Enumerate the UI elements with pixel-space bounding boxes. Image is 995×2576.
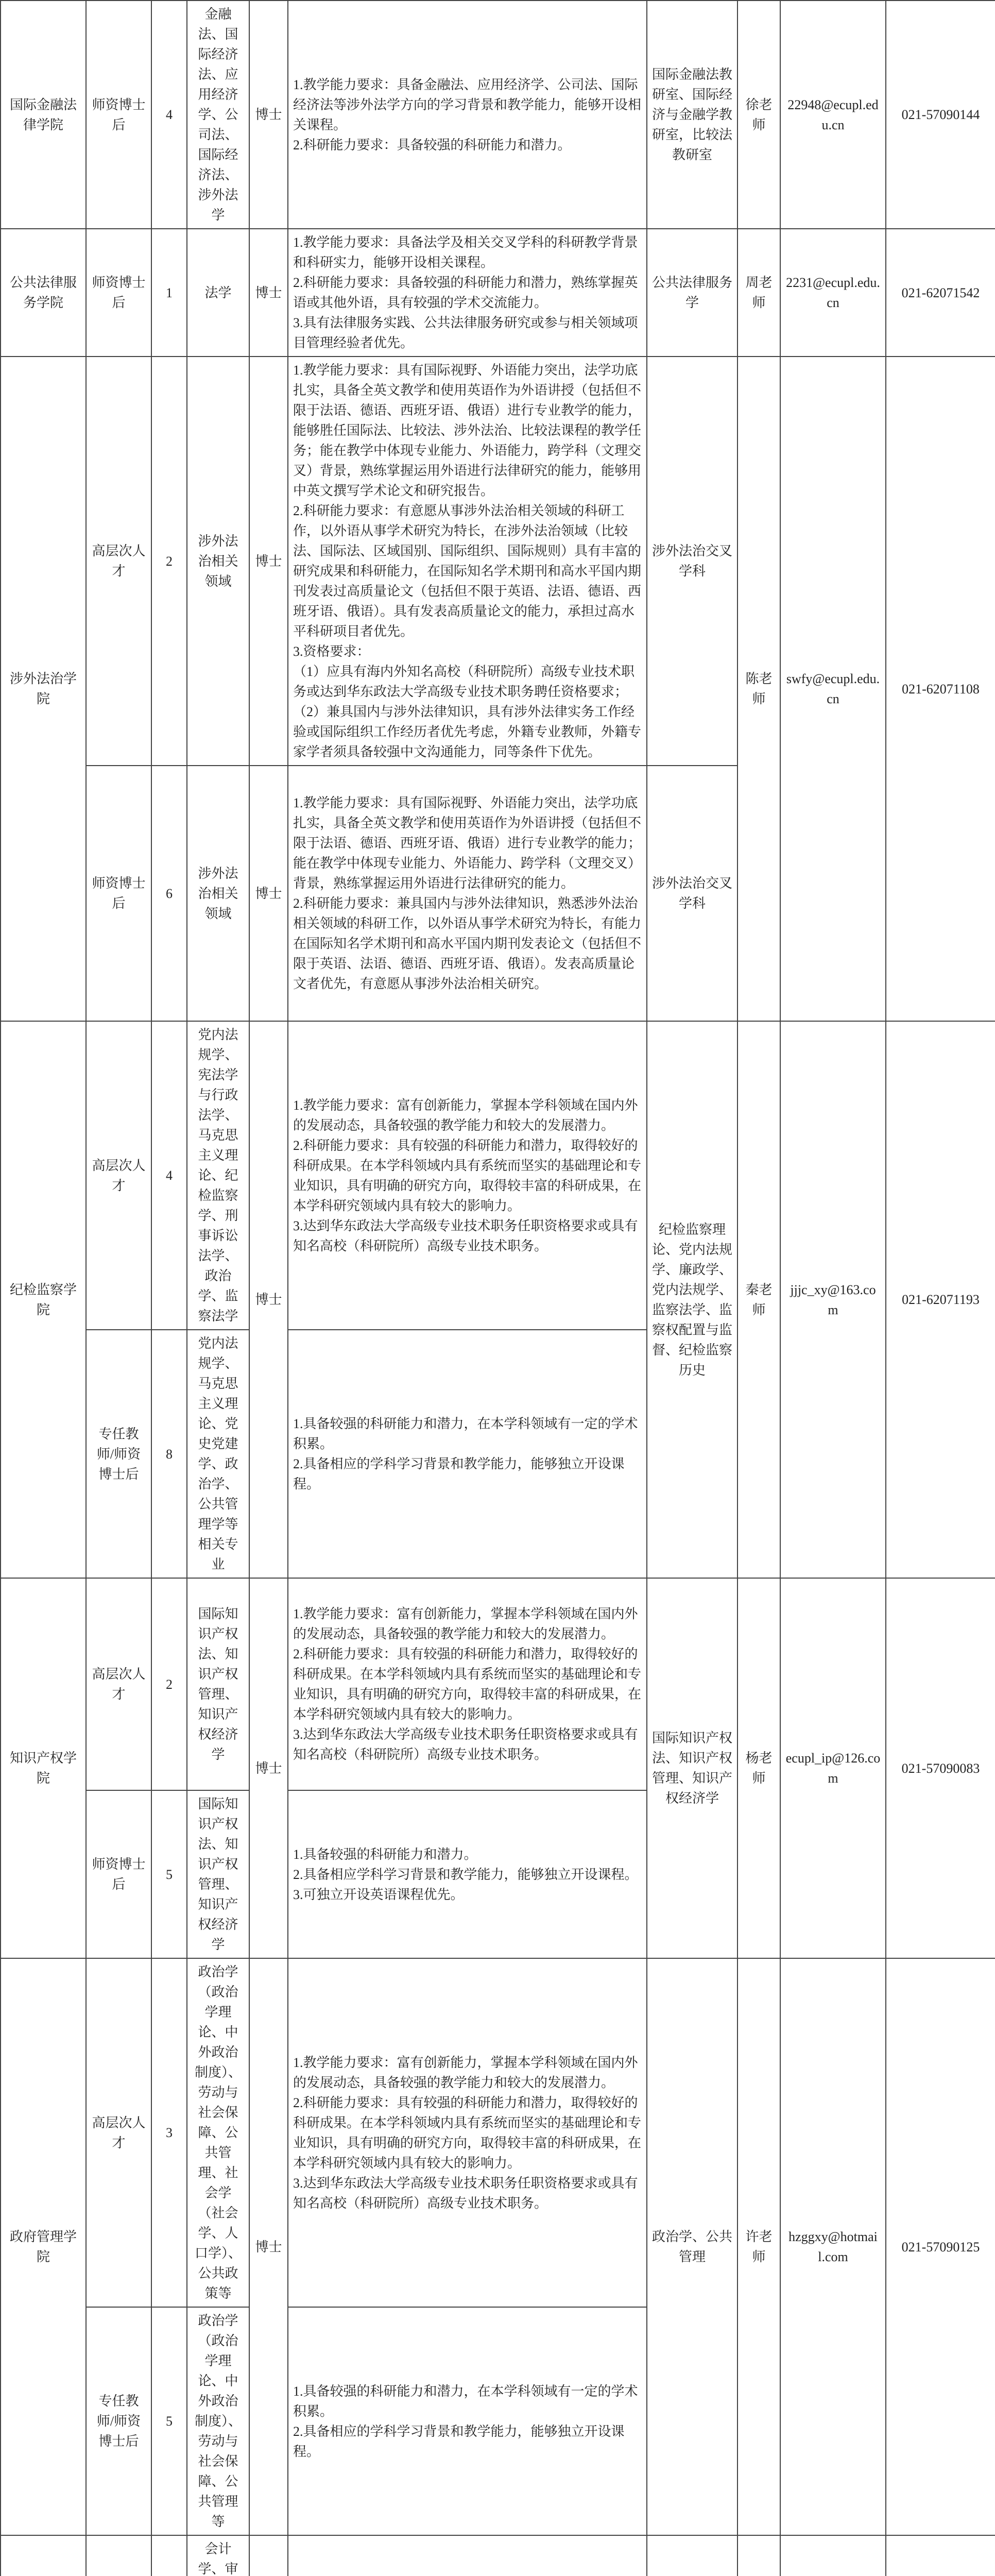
phone-cell: 021-57090144 — [886, 1, 995, 229]
degree-cell: 博士 — [249, 1578, 288, 1958]
team-cell: 政治学、公共管理 — [647, 1958, 737, 2535]
table-row — [1, 1021, 995, 1330]
email-cell: hzggxy@hotmail.com — [780, 1958, 886, 2535]
headcount-cell: 2 — [151, 1578, 187, 1790]
headcount-cell: 5 — [151, 1790, 187, 1958]
degree-cell: 博士 — [249, 357, 288, 766]
requirements-cell — [288, 1958, 647, 2307]
requirement-line: 2.科研能力要求：具备较强的科研能力和潜力。 — [293, 137, 571, 152]
requirement-line: 2.具备相应的学科学习背景和教学能力，能够独立开设课程。 — [293, 2424, 625, 2459]
phone-cell — [886, 2535, 995, 2576]
post-type-cell: 专任教师/师资博士后 — [86, 2307, 151, 2535]
major-cell: 党内法规学、宪法学与行政法学、马克思主义理论、纪检监察学、刑事诉讼法学、政治学、监察法学 — [187, 1021, 249, 1330]
contact-cell: 徐老师 — [737, 1, 780, 229]
major-cell: 金融法、国际经济法、应用经济学、公司法、国际经济法、涉外法学 — [187, 1, 249, 229]
headcount-cell: 6 — [151, 766, 187, 1021]
email-cell — [780, 2535, 886, 2576]
team-cell: 公共法律服务学 — [647, 229, 737, 357]
requirement-line: 1.教学能力要求：具有国际视野、外语能力突出，法学功底扎实，具备全英文教学和使用英语作为外语讲授（包括但不限于法语、德语、西班牙语、俄语）进行专业教学的能力，能够胜任国际法、比较法、涉外法治、比较法课程的教学任务；能在教学中体现专业能力、外语能力，跨学科（文理交叉）背景，熟练掌握运用外语进行法律研究的能力，能够用中英文撰写学术论文和研究报告。 — [293, 363, 642, 498]
table-row — [1, 357, 995, 766]
contact-cell: 陈老师 — [737, 357, 780, 1021]
college-cell: 公共法律服务学院 — [1, 229, 86, 357]
major-cell: 涉外法治相关领域 — [187, 357, 249, 766]
requirement-line: 1.教学能力要求：富有创新能力，掌握本学科领域在国内外的发展动态，具备较强的教学能力和较大的发展潜力。 — [293, 1606, 638, 1641]
requirements-cell — [288, 1790, 647, 1958]
post-type-cell: 师资博士后 — [86, 766, 151, 1021]
requirement-line: 1.教学能力要求：富有创新能力，掌握本学科领域在国内外的发展动态，具备较强的教学能力和较大的发展潜力。 — [293, 1097, 638, 1133]
requirement-line: 2.科研能力要求：兼具国内与涉外法律知识，熟悉涉外法治相关领域的科研工作，以外语从事学术研究为特长，有能力在国际知名学术期刊和高水平国内期刊发表论文（包括但不限于英语、法语、德语、西班牙语、俄语）。发表高质量论文者优先，有意愿从事涉外法治相关研究。 — [293, 896, 642, 991]
degree-cell: 博士 — [249, 1021, 288, 1578]
post-type-cell — [86, 2535, 151, 2576]
table-row — [1, 2535, 995, 2576]
phone-cell: 021-57090083 — [886, 1578, 995, 1958]
email-cell: 2231@ecupl.edu.cn — [780, 229, 886, 357]
requirement-line: 2.具备相应学科学习背景和教学能力，能够独立开设课程。 — [293, 1867, 638, 1882]
requirement-line: 2.科研能力要求：具有较强的科研能力和潜力，取得较好的科研成果。在本学科领域内具有系统而坚实的基础理论和专业知识，具有明确的研究方向，取得较丰富的科研成果，在本学科研究领域内具有较大的影响力。 — [293, 1138, 642, 1213]
major-cell: 国际知识产权法、知识产权管理、知识产权经济学 — [187, 1578, 249, 1790]
major-cell: 政治学（政治学理论、中外政治制度）、劳动与社会保障、公共管理、社会学（社会学、人口学）、公共政策等 — [187, 1958, 249, 2307]
degree-cell: 博士 — [249, 766, 288, 1021]
requirements-cell — [288, 229, 647, 357]
team-cell: 纪检监察理论、党内法规学、廉政学、党内法规学、监察法学、监察权配置与监督、纪检监察历史 — [647, 1021, 737, 1578]
contact-cell: 许老师 — [737, 1958, 780, 2535]
email-cell: swfy@ecupl.edu.cn — [780, 357, 886, 1021]
requirement-line: 1.教学能力要求：具备法学及相关交叉学科的科研教学背景和科研实力，能够开设相关课程。 — [293, 235, 638, 270]
email-cell: jjjc_xy@163.com — [780, 1021, 886, 1578]
team-cell: 涉外法治交叉学科 — [647, 766, 737, 1021]
requirement-line: 3.具有法律服务实践、公共法律服务研究或参与相关领域项目管理经验者优先。 — [293, 315, 638, 350]
requirement-line: 3.达到华东政法大学高级专业技术职务任职资格要求或具有知名高校（科研院所）高级专业技术职务。 — [293, 1727, 638, 1762]
requirement-line: 1.教学能力要求：具备金融法、应用经济学、公司法、国际经济法等涉外法学方向的学习背景和教学能力，能够开设相关课程。 — [293, 77, 642, 132]
major-cell: 政治学（政治学理论、中外政治制度）、劳动与社会保障、公共管理等 — [187, 2307, 249, 2535]
requirement-line: （2）兼具国内与涉外法律知识，具有涉外法律实务工作经验或国际组织工作经历者优先考虑，外籍专业教师，外籍专家学者须具备较强中文沟通能力，同等条件下优先。 — [293, 704, 642, 759]
post-type-cell: 专任教师/师资博士后 — [86, 1330, 151, 1578]
college-cell: 政府管理学院 — [1, 1958, 86, 2535]
headcount-cell: 2 — [151, 357, 187, 766]
table-body — [1, 1, 995, 2576]
post-type-cell: 高层次人才 — [86, 1021, 151, 1330]
college-cell — [1, 2535, 86, 2576]
headcount-cell: 8 — [151, 1330, 187, 1578]
phone-cell: 021-62071108 — [886, 357, 995, 1021]
team-cell — [647, 2535, 737, 2576]
phone-cell: 021-57090125 — [886, 1958, 995, 2535]
requirement-line: （1）应具有海内外知名高校（科研院所）高级专业技术职务或达到华东政法大学高级专业技术职务聘任资格要求； — [293, 664, 635, 699]
headcount-cell: 1 — [151, 229, 187, 357]
contact-cell: 周老师 — [737, 229, 780, 357]
table-row — [1, 1578, 995, 1790]
requirement-line: 1.教学能力要求：具有国际视野、外语能力突出，法学功底扎实，具备全英文教学和使用英语作为外语讲授（包括但不限于法语、德语、西班牙语、俄语）进行专业教学的能力；能在教学中体现专业能力、外语能力、跨学科（文理交叉）背景，熟练掌握运用外语进行法律研究的能力。 — [293, 795, 642, 891]
major-cell: 法学 — [187, 229, 249, 357]
post-type-cell: 师资博士后 — [86, 1790, 151, 1958]
requirement-line: 3.资格要求： — [293, 644, 370, 659]
major-cell: 国际知识产权法、知识产权管理、知识产权经济学 — [187, 1790, 249, 1958]
major-cell: 涉外法治相关领域 — [187, 766, 249, 1021]
post-type-cell: 师资博士后 — [86, 1, 151, 229]
contact-cell: 秦老师 — [737, 1021, 780, 1578]
requirement-line: 3.可独立开设英语课程优先。 — [293, 1887, 464, 1902]
major-cell: 会计学、审 — [187, 2535, 249, 2576]
email-cell: 22948@ecupl.edu.cn — [780, 1, 886, 229]
team-cell: 国际金融法教研室、国际经济与金融学教研室，比较法教研室 — [647, 1, 737, 229]
headcount-cell: 5 — [151, 2307, 187, 2535]
major-cell: 党内法规学、马克思主义理论、党史党建学、政治学、公共管理学等相关专业 — [187, 1330, 249, 1578]
requirement-line: 3.达到华东政法大学高级专业技术职务任职资格要求或具有知名高校（科研院所）高级专业技术职务。 — [293, 1218, 638, 1253]
requirement-line: 2.科研能力要求：具有较强的科研能力和潜力，取得较好的科研成果。在本学科领域内具有系统而坚实的基础理论和专业知识，具有明确的研究方向，取得较丰富的科研成果，在本学科研究领域内具有较大的影响力。 — [293, 2095, 642, 2171]
requirement-line: 2.科研能力要求：有意愿从事涉外法治相关领域的科研工作，以外语从事学术研究为特长，在涉外法治领域（比较法、国际法、区域国别、国际组织、国际规则）具有丰富的研究成果和科研能力，在国际知名学术期刊和高水平国内期刊发表过高质量论文（包括但不限于英语、法语、德语、西班牙语、俄语）。具有发表高质量论文的能力，承担过高水平科研项目者优先。 — [293, 503, 642, 639]
degree-cell: 博士 — [249, 229, 288, 357]
college-cell: 纪检监察学院 — [1, 1021, 86, 1578]
table-row — [1, 229, 995, 357]
requirement-line: 1.具备较强的科研能力和潜力。 — [293, 1846, 477, 1862]
requirement-line: 1.教学能力要求：富有创新能力，掌握本学科领域在国内外的发展动态，具备较强的教学能力和较大的发展潜力。 — [293, 2055, 638, 2090]
headcount-cell — [151, 2535, 187, 2576]
post-type-cell: 高层次人才 — [86, 1578, 151, 1790]
requirements-cell — [288, 357, 647, 766]
requirement-line: 3.达到华东政法大学高级专业技术职务任职资格要求或具有知名高校（科研院所）高级专业技术职务。 — [293, 2175, 638, 2211]
requirements-cell — [288, 1, 647, 229]
requirements-cell — [288, 2535, 647, 2576]
requirement-line: 2.科研能力要求：具有较强的科研能力和潜力，取得较好的科研成果。在本学科领域内具有系统而坚实的基础理论和专业知识，具有明确的研究方向，取得较丰富的科研成果，在本学科研究领域内具有较大的影响力。 — [293, 1647, 642, 1722]
requirements-cell — [288, 1578, 647, 1790]
headcount-cell: 4 — [151, 1021, 187, 1330]
requirement-line: 1.具备较强的科研能力和潜力，在本学科领域有一定的学术积累。 — [293, 1416, 638, 1451]
degree-cell: 博士 — [249, 1, 288, 229]
phone-cell: 021-62071542 — [886, 229, 995, 357]
requirement-line: 1.具备较强的科研能力和潜力，在本学科领域有一定的学术积累。 — [293, 2383, 638, 2419]
college-cell: 国际金融法律学院 — [1, 1, 86, 229]
requirement-line: 2.科研能力要求：具备较强的科研能力和潜力，熟练掌握英语或其他外语，具有较强的学术交流能力。 — [293, 275, 638, 310]
requirements-cell — [288, 1330, 647, 1578]
email-cell: ecupl_ip@126.com — [780, 1578, 886, 1958]
college-cell: 知识产权学院 — [1, 1578, 86, 1958]
requirements-cell — [288, 2307, 647, 2535]
contact-cell: 杨老师 — [737, 1578, 780, 1958]
phone-cell: 021-62071193 — [886, 1021, 995, 1578]
requirements-cell — [288, 1021, 647, 1330]
table-row — [1, 1, 995, 229]
degree-cell — [249, 2535, 288, 2576]
headcount-cell: 4 — [151, 1, 187, 229]
post-type-cell: 高层次人才 — [86, 1958, 151, 2307]
table-row — [1, 1958, 995, 2307]
team-cell: 国际知识产权法、知识产权管理、知识产权经济学 — [647, 1578, 737, 1958]
post-type-cell: 高层次人才 — [86, 357, 151, 766]
post-type-cell: 师资博士后 — [86, 229, 151, 357]
contact-cell — [737, 2535, 780, 2576]
requirements-cell — [288, 766, 647, 1021]
degree-cell: 博士 — [249, 1958, 288, 2535]
requirement-line: 2.具备相应的学科学习背景和教学能力，能够独立开设课程。 — [293, 1456, 625, 1492]
team-cell: 涉外法治交叉学科 — [647, 357, 737, 766]
college-cell: 涉外法治学院 — [1, 357, 86, 1021]
headcount-cell: 3 — [151, 1958, 187, 2307]
